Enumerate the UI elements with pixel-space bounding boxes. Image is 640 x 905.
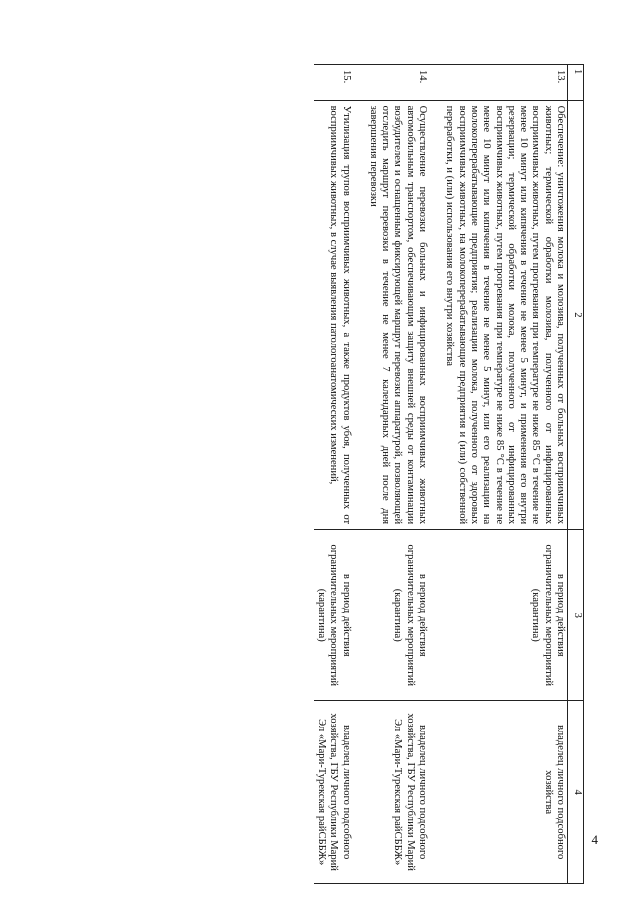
period-text: в период действия ограничительных мероприятий (карантина) <box>392 544 429 687</box>
responsible-text: владелец личного подсобного хозяйства, ГБУ Республики Марий Эл «Мари-Турекская райСББЖ» <box>392 713 429 871</box>
period-text: в период действия ограничительных мероприятий (карантина) <box>315 544 352 687</box>
period-text: в период действия ограничительных мероприятий (карантина) <box>530 544 566 687</box>
measures-table <box>314 64 584 884</box>
header-row <box>568 65 584 884</box>
header-col-3: 3 <box>568 530 584 701</box>
row-number: 14. <box>417 70 429 84</box>
measure-text: Обеспечение: уничтожения молока и молозива, полученных от больных восприимчивых животных; термической обработки молозива, полученного от инфицированных восприимчивых животных, путем прогревания при температуре не ниже 85 °С в течение не менее 10 минут или кипячения в течение не менее 5 минут, и применения его внутри резервации; термической обработки молока, полученного от инфицированных восприимчивых животных, путем прогревания при температуре не ниже 85 °С в течение не менее 10 минут или кипячения в течение не менее 5 минут, или его реализации на молокоперерабатывающие предприятия; реализации молока, полученного от здоровых восприимчивых животных, на молокоперерабатывающие предприятия и (или) собственной переработки, и (или) использования его внутри хозяйства <box>444 105 566 525</box>
header-col-4: 4 <box>568 701 584 884</box>
header-col-1: 1 <box>568 65 584 101</box>
measure-text: Осуществление перевозки больных и инфицированных восприимчивых животных автомобильным транспортом, обеспечивающим защиту внешней среды от контаминации возбудителем и оснащенным фиксирующей маршрут перевозки аппаратурой, позволяющей отследить маршрут перевозки в течение не менее 7 календарных дней после дня завершения перевозки <box>367 105 429 525</box>
row-number: 13. <box>555 70 566 84</box>
measure-text: Утилизация трупов восприимчивых животных, а также продуктов убоя, полученных от восприимчивых животных, в случае выявления патологоанатомических изменений, <box>328 105 352 525</box>
table-row <box>442 65 567 884</box>
responsible-text: владелец личного подсобного хозяйства <box>542 725 566 860</box>
page-number: 4 <box>591 832 598 847</box>
table-row <box>314 65 366 884</box>
header-col-2: 2 <box>568 100 584 530</box>
table-row <box>366 65 442 884</box>
row-number: 15. <box>340 70 352 84</box>
responsible-text: владелец личного подсобного хозяйства, ГБУ Республики Марий Эл «Мари-Турекская райСББЖ» <box>315 713 352 871</box>
